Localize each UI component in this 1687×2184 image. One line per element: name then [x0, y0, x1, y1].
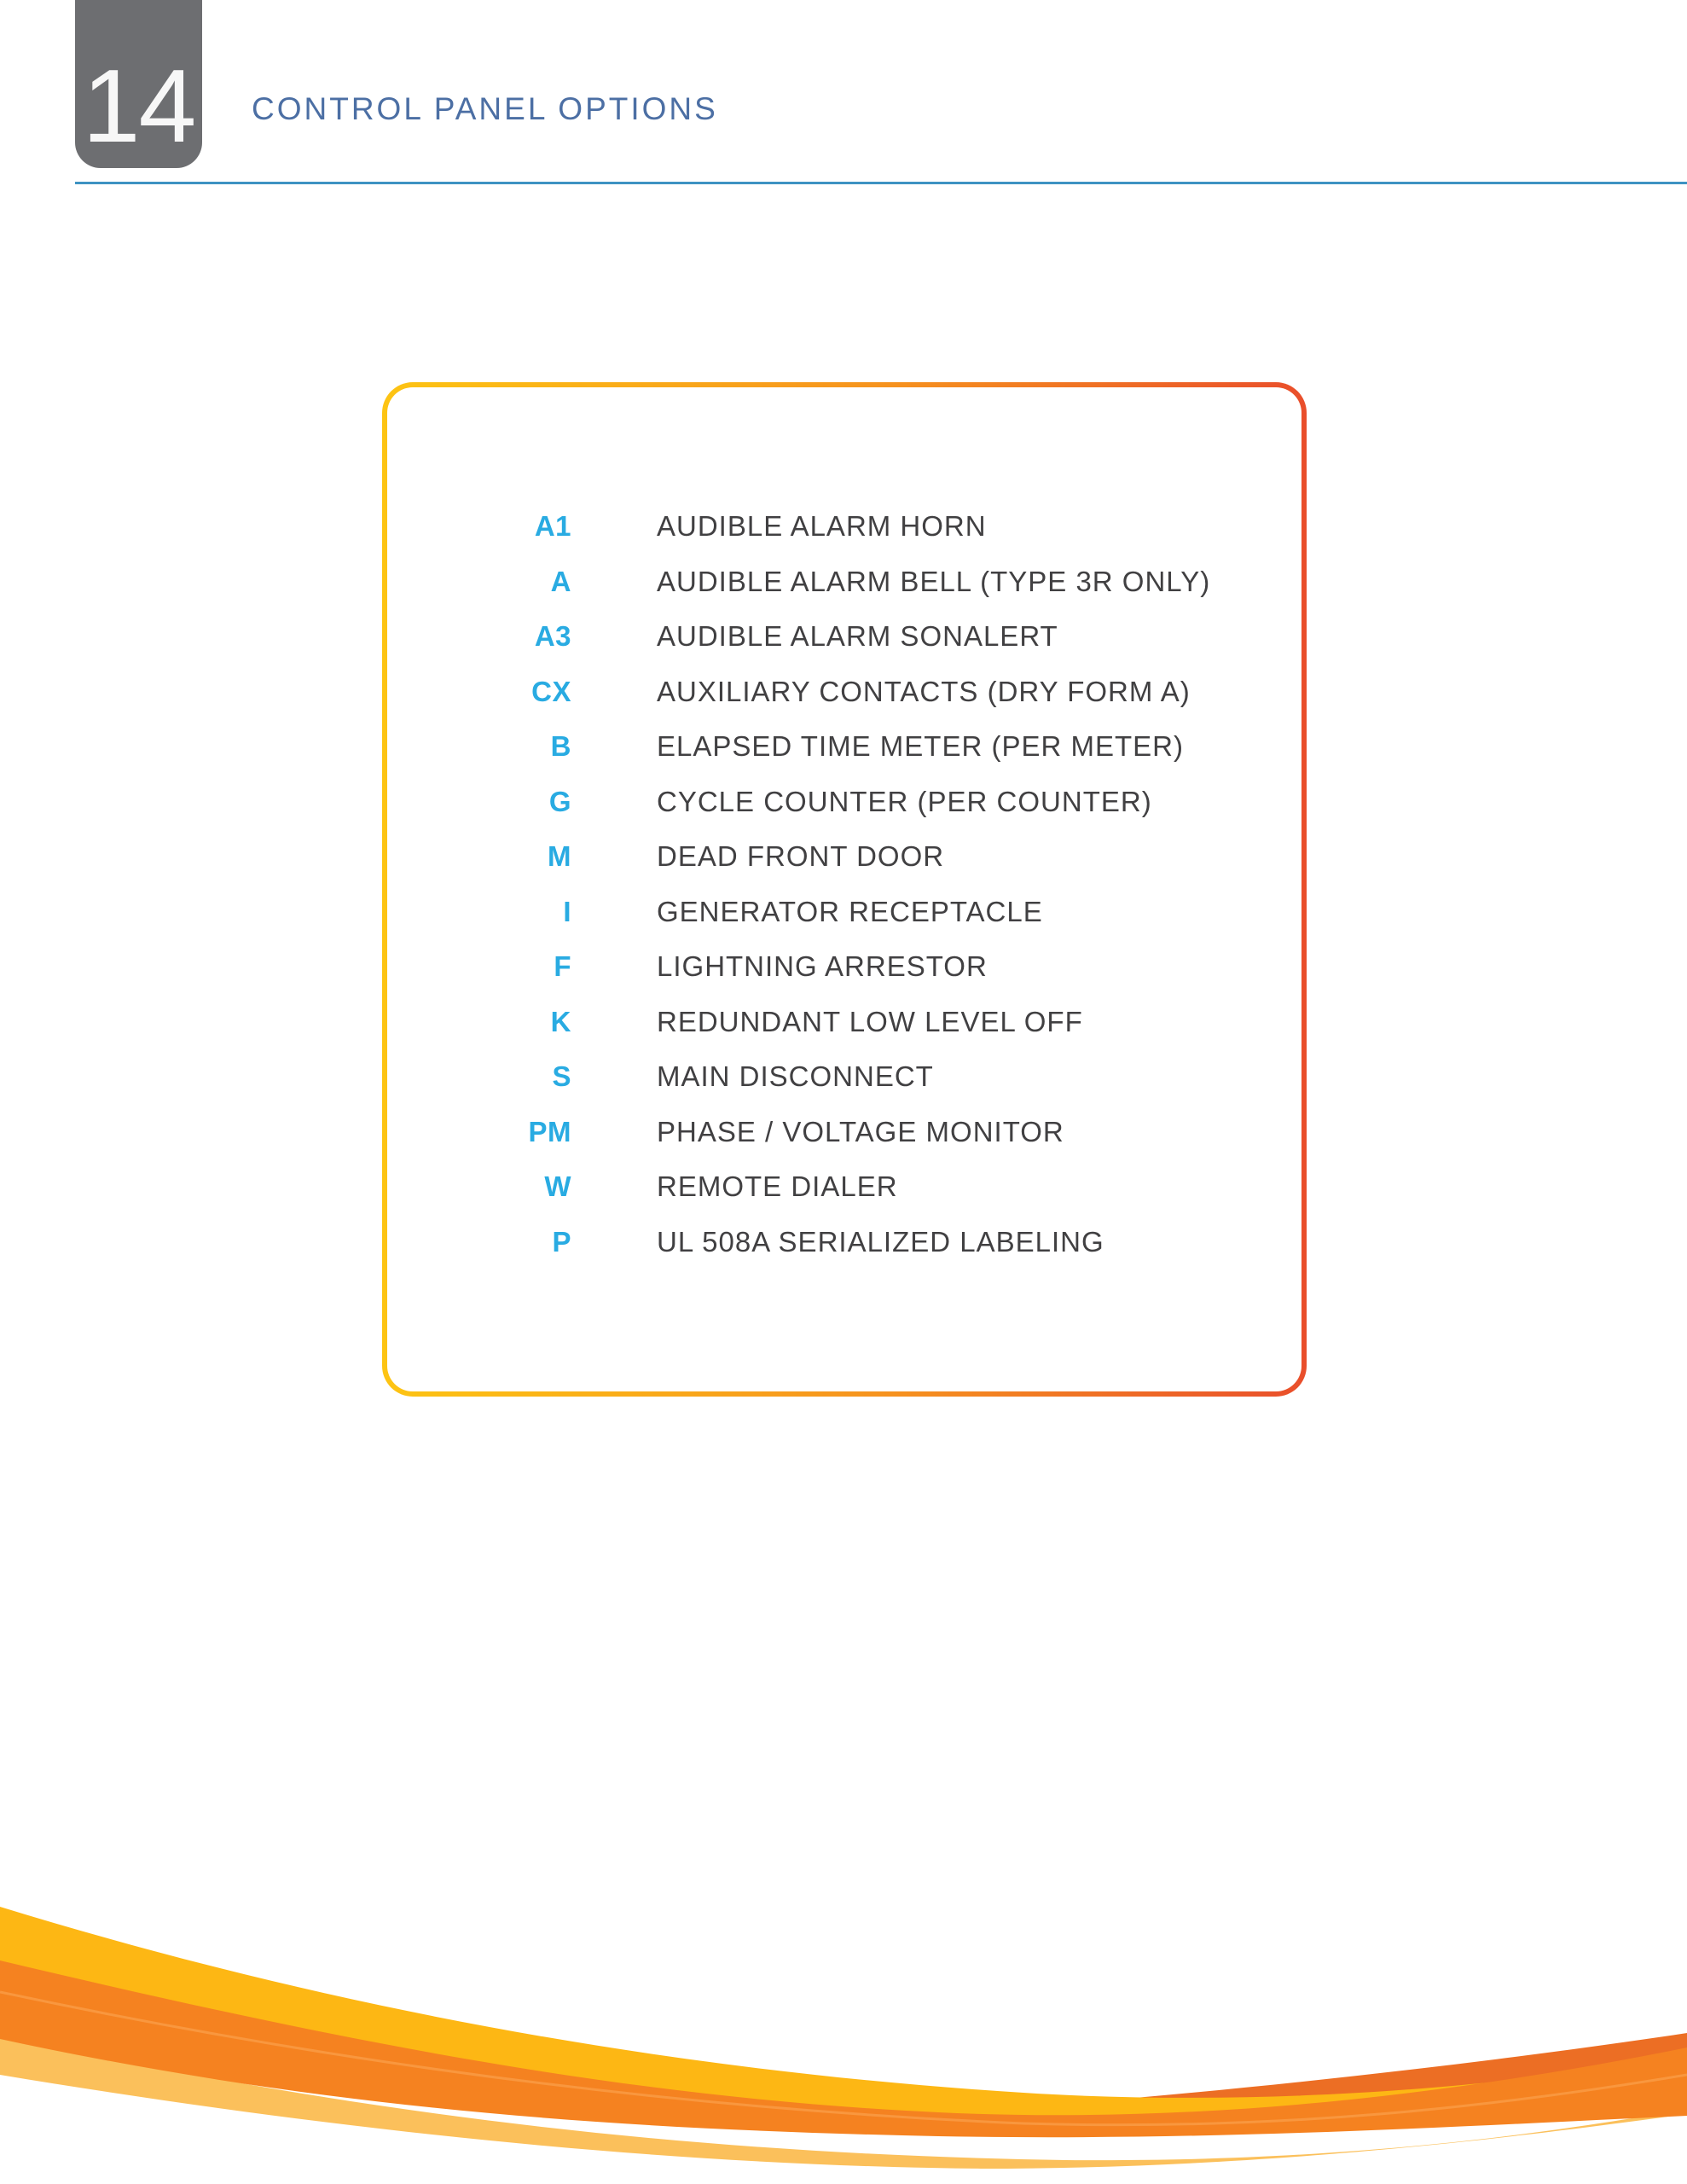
option-label: MAIN DISCONNECT — [657, 1060, 934, 1093]
option-code: B — [550, 730, 571, 763]
option-code: M — [548, 840, 571, 873]
option-code: P — [552, 1225, 571, 1258]
option-label: AUDIBLE ALARM BELL (TYPE 3R ONLY) — [657, 565, 1211, 597]
option-row — [387, 829, 1301, 885]
option-code: W — [544, 1170, 571, 1203]
option-label: AUDIBLE ALARM HORN — [657, 510, 987, 543]
option-row — [387, 609, 1301, 665]
option-code: A1 — [534, 510, 571, 543]
option-row — [387, 995, 1301, 1050]
option-row — [387, 555, 1301, 610]
option-row — [387, 665, 1301, 720]
page-number-tab — [75, 0, 202, 168]
option-label: REDUNDANT LOW LEVEL OFF — [657, 1005, 1083, 1037]
option-label: GENERATOR RECEPTACLE — [657, 895, 1043, 927]
option-row — [387, 885, 1301, 940]
option-label: UL 508A SERIALIZED LABELING — [657, 1225, 1104, 1258]
option-label: CYCLE COUNTER (PER COUNTER) — [657, 785, 1152, 817]
option-code: F — [554, 950, 571, 983]
bottom-wave-decoration — [0, 1826, 1687, 2184]
option-label: AUDIBLE ALARM SONALERT — [657, 620, 1058, 653]
option-code: S — [552, 1060, 571, 1093]
options-panel — [382, 382, 1307, 1397]
option-row — [387, 1159, 1301, 1215]
options-list — [387, 499, 1301, 1269]
option-row — [387, 939, 1301, 995]
option-row — [387, 1105, 1301, 1160]
option-code: CX — [531, 675, 571, 707]
option-code: A — [550, 565, 571, 597]
option-code: PM — [528, 1115, 571, 1147]
option-code: G — [548, 785, 571, 817]
option-label: ELAPSED TIME METER (PER METER) — [657, 730, 1184, 763]
option-row — [387, 1215, 1301, 1270]
option-label: PHASE / VOLTAGE MONITOR — [657, 1115, 1064, 1147]
option-row — [387, 1049, 1301, 1105]
page-number: 14 — [82, 48, 195, 164]
option-label: AUXILIARY CONTACTS (DRY FORM A) — [657, 675, 1191, 707]
option-row — [387, 719, 1301, 775]
option-code: I — [563, 895, 571, 927]
option-label: REMOTE DIALER — [657, 1170, 898, 1203]
option-code: K — [550, 1005, 571, 1037]
page-title: CONTROL PANEL OPTIONS — [252, 91, 718, 126]
options-panel-inner — [387, 387, 1301, 1391]
option-code: A3 — [534, 620, 571, 653]
option-row — [387, 775, 1301, 830]
header-divider — [75, 182, 1687, 184]
option-row — [387, 499, 1301, 555]
option-label: DEAD FRONT DOOR — [657, 840, 945, 873]
option-label: LIGHTNING ARRESTOR — [657, 950, 988, 983]
